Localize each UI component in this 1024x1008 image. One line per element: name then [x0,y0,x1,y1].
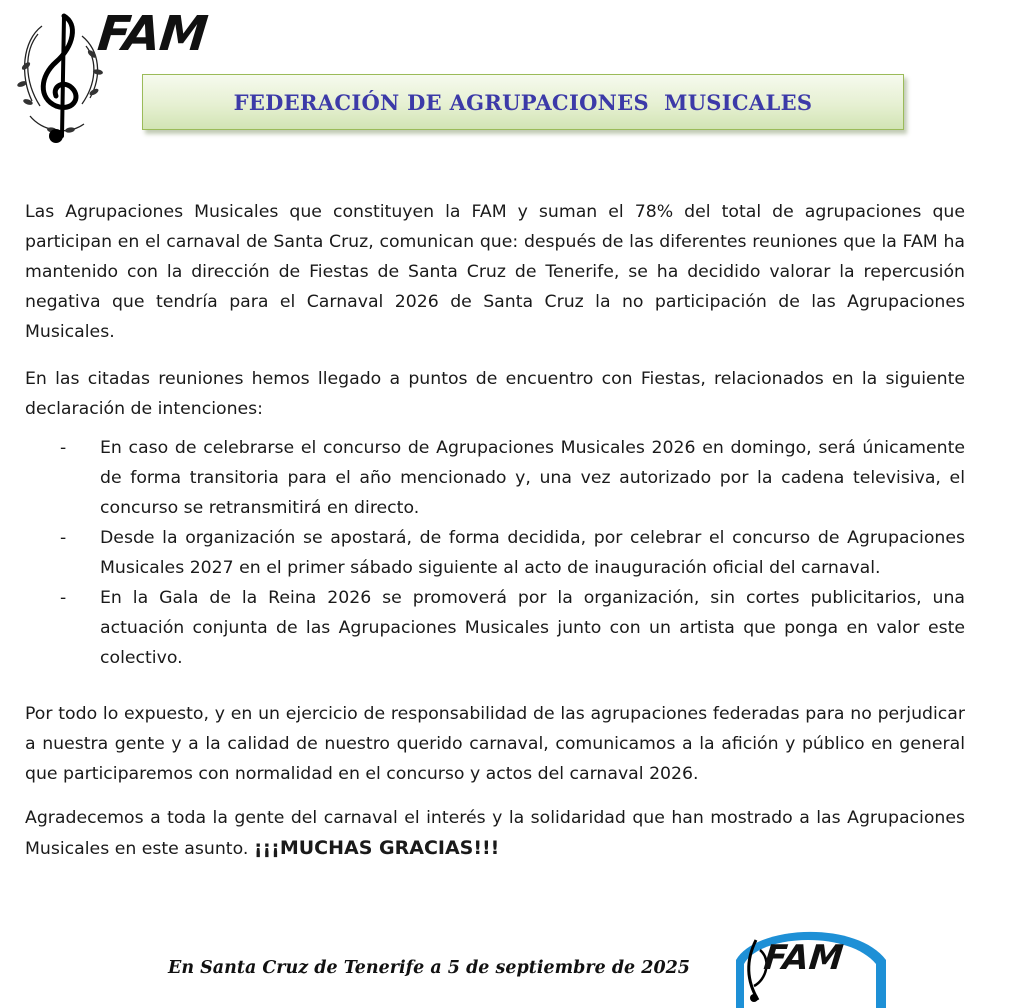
bullet-dash: - [60,438,67,458]
page-title: FEDERACIÓN DE AGRUPACIONES MUSICALES [233,89,813,115]
list-item-text: Desde la organización se apostará, de forma decidida, por celebrar el concurso de Agrupaciones Musicales 2027 en el primer sábado siguiente al acto de inauguración oficial del carnaval. [100,528,965,578]
thanks-exclamation: ¡¡¡MUCHAS GRACIAS!!! [253,837,500,859]
paragraph-decision: Por todo lo expuesto, y en un ejercicio de responsabilidad de las agrupaciones federadas para no perjudicar a nuestra gente y a la calidad de nuestro querido carnaval, comunicamos a la afición y público en general que participaremos con normalidad en el concurso y actos del carnaval 2026. [25,704,965,784]
list-item-text: En la Gala de la Reina 2026 se promoverá por la organización, sin cortes publicitarios, una actuación conjunta de las Agrupaciones Musicales junto con un artista que ponga en valor este colectivo. [100,588,965,668]
title-banner [142,74,904,130]
fam-stamp [716,920,916,1008]
list-item [25,433,965,523]
stamp-text: FAM [761,938,846,978]
paragraph-thanks [25,803,965,864]
list-item [25,523,965,583]
paragraph-intro: Las Agrupaciones Musicales que constituyen la FAM y suman el 78% del total de agrupaciones que participan en el carnaval de Santa Cruz, comunican que: después de las diferentes reuniones que la FAM ha mantenido con la dirección de Fiestas de Santa Cruz de Tenerife, se ha decidido valorar la repercusión negativa que tendría para el Carnaval 2026 de Santa Cruz la no participación de las Agrupaciones Musicales. [25,202,965,342]
intentions-list [25,433,965,673]
logo-text: FAM [95,6,210,62]
paragraph-meetings: En las citadas reuniones hemos llegado a puntos de encuentro con Fiestas, relacionados en la siguiente declaración de intenciones: [25,369,965,419]
thanks-text: Agradecemos a toda la gente del carnaval el interés y la solidaridad que han mostrado a las Agrupaciones Musicales en este asunto. [25,808,965,859]
closing-date-line: En Santa Cruz de Tenerife a 5 de septiembre de 2025 [168,958,690,978]
bullet-dash: - [60,588,67,608]
list-item [25,583,965,673]
bullet-dash: - [60,528,67,548]
list-item-text: En caso de celebrarse el concurso de Agrupaciones Musicales 2026 en domingo, será únicamente de forma transitoria para el año mencionado y, una vez autorizado por la cadena televisiva, el concurso se retransmitirá en directo. [100,438,965,518]
